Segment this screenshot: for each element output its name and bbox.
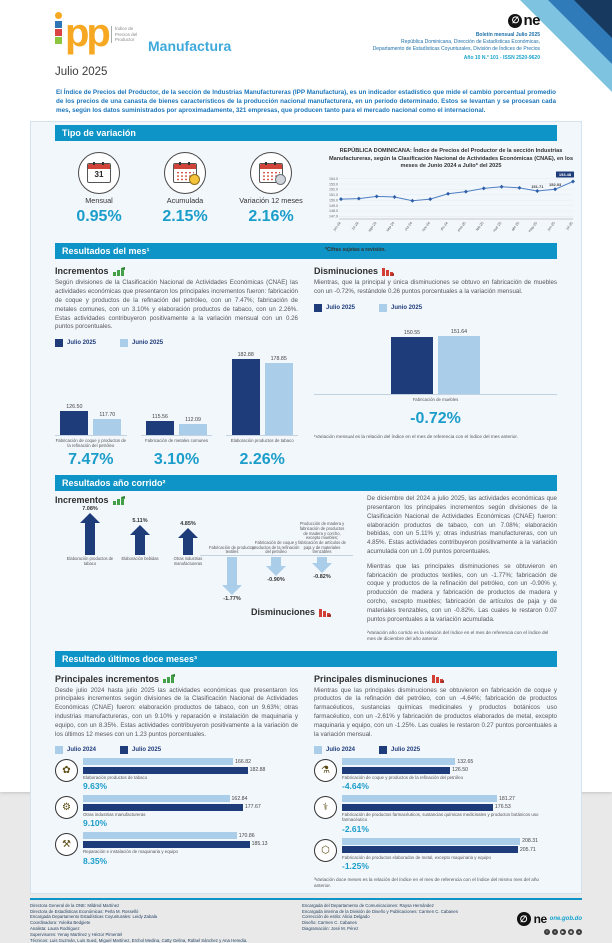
variation-percent: -4.64% — [342, 781, 369, 792]
month-decreases-bar-chart — [314, 316, 557, 428]
variation-percent: 9.10% — [83, 818, 108, 829]
bulletin-line: República Dominicana, Dirección de Estadísticas Económicas, — [401, 38, 540, 45]
credit-line: Directora General de la ONE: Mildred Martínez — [30, 902, 120, 908]
bar-segment — [342, 804, 493, 811]
hbar-entry — [55, 795, 298, 828]
one-logo-circle-icon: ∅ — [517, 912, 531, 926]
credit-line: Técnicos: Luis Guzmán, Luis Sued, Miguel Martínez, Erchol Medina, Catty Gelina, Rafael Sánchez y Ana Heredia. — [30, 937, 248, 943]
credit-line: Analista: Laura Rodríguez — [30, 925, 80, 931]
bar-value: 117.70 — [99, 411, 116, 418]
svg-text:ago-24: ago-24 — [367, 221, 378, 233]
legend-swatch-dark — [314, 304, 322, 312]
legend: Julio 2025 Junio 2025 — [55, 339, 298, 347]
flickr-icon[interactable]: ● — [577, 929, 581, 934]
instagram-icon[interactable]: ◉ — [569, 929, 573, 934]
svg-text:feb-25: feb-25 — [475, 221, 485, 232]
svg-text:150.0: 150.0 — [329, 198, 338, 203]
bar-value: 178.85 — [270, 355, 287, 362]
ytd-decreases-text: Mientras que las principales disminuciones se obtuvieron en fabricación de productos textiles, con un -1.77%; fabricación de coque y productos de la refinación del petróleo, con un -0.90% y, producción de madera y fabricación de productos de madera y corcho, excepto muebles; fabricación de artículos de paja y de materiales trenzables, con un -0.82%. Las cuales le restaron 0.07 puntos porcentuales a la variación acumulada. — [367, 562, 557, 623]
month-increases-heading: Incrementos — [55, 266, 298, 276]
svg-text:148.0: 148.0 — [329, 209, 338, 214]
calendar-search-icon — [250, 152, 292, 194]
bar-group — [314, 329, 557, 428]
variation-item-12m: Variación 12 meses 2.16% — [233, 152, 309, 235]
bar-segment — [83, 758, 233, 765]
bar-category-label: Fabricación de coque y productos de la refinación del petróleo — [55, 438, 127, 449]
svg-text:153.48: 153.48 — [558, 172, 572, 178]
header — [0, 0, 612, 86]
bar-value: 132.65 — [457, 758, 474, 765]
svg-text:nov-24: nov-24 — [421, 221, 432, 233]
variation-percent: 2.26% — [239, 451, 285, 469]
bar-segment — [83, 841, 250, 848]
svg-text:jul-24: jul-24 — [351, 221, 360, 231]
bar-value: 182.88 — [237, 351, 254, 358]
bar-group — [141, 414, 213, 469]
bar-segment — [146, 421, 174, 435]
credit-line: Coordinadora: Yuleika Bedgiete — [30, 920, 91, 926]
svg-text:ene-25: ene-25 — [456, 221, 467, 233]
down-arrow-label: Producción de madera y fabricación de productos de madera y corcho, excepto muebles; fabricación de artículos de paja y de materiales trenzables — [298, 521, 346, 555]
footnote-twelve: ³Variación doce meses es la relación del índice en el mes de referencia con el índice del mismo mes del año anterior. — [314, 876, 540, 888]
svg-text:152.03: 152.03 — [549, 182, 562, 188]
footnote-monthly: ¹Variación mensual es la relación del índice en el mes de referencia con el índice del mes anterior. — [314, 433, 518, 439]
svg-text:149.0: 149.0 — [329, 204, 338, 209]
twelve-increases-text: Desde julio 2024 hasta julio 2025 las actividades económicas que presentaron los principales incrementos según divisiones de la Clasificación Nacional de Actividades Económicas (CNAE) fueron: elaboración productos de tabaco, con un 9.63%; otras industrias manufactureras, con un 9.10% y reparación e instalación de maquinaria y equipo, con un 8.35%. Estas actividades contribuyeron positivamente a la variación de los últimos 12 meses con un 1.23 puntos porcentuales. — [55, 686, 298, 738]
bulletin-line: Boletín mensual Julio 2025 — [475, 32, 540, 38]
footer-credits — [30, 898, 582, 943]
month-results — [55, 259, 557, 469]
ipp-logo-caption: Índice de Precios del Productor — [111, 26, 145, 43]
section-title-twelve: Resultado últimos doce meses³ — [55, 651, 557, 667]
issue-date: Julio 2025 — [55, 66, 108, 78]
bar-category-label: Elaboración productos de tabaco — [230, 438, 294, 444]
svg-text:151.0: 151.0 — [329, 193, 338, 198]
machinery-icon: ⚒ — [55, 833, 78, 856]
legend-swatch-dark — [55, 339, 63, 347]
svg-text:151.71: 151.71 — [531, 183, 544, 189]
down-arrow-label: Fabricación de productos textiles — [209, 544, 255, 555]
svg-text:may-25: may-25 — [527, 221, 539, 234]
bar-category-label: Reparación e instalación de maquinaria y equipo — [83, 849, 178, 855]
ytd-results — [55, 491, 557, 644]
bulletin-line: Departamento de Estadísticas Coyunturales, División de Índices de Precios — [372, 45, 540, 52]
legend: Julio 2024 Julio 2025 — [55, 746, 298, 754]
bar-segment — [342, 758, 455, 765]
one-logo: ∅ ne — [508, 12, 540, 29]
variation-percent: 9.63% — [83, 781, 108, 792]
one-logo-circle-icon: ∅ — [508, 14, 522, 28]
bar-segment — [60, 411, 88, 435]
bar-value: 126.50 — [66, 403, 83, 410]
bar-category-label: Elaboración productos de tabaco — [83, 775, 148, 781]
svg-text:sep-24: sep-24 — [385, 221, 396, 233]
month-increases-text: Según divisiones de la Clasificación Nacional de Actividades Económicas (CNAE) las actividades económicas que presentaron los principales incrementos fueron: fabricación de coque y productos de la refinación del petróleo, con un 7.47%; fabricación de metales comunes, con un 3.10% y elaboración productos de tabaco, con un 2.26%. Estas actividades contribuyeron positivamente a la variación mensual con un 0.26 puntos porcentuales. — [55, 279, 298, 331]
hbar-entry — [314, 838, 557, 871]
section-title-variation: Tipo de variación — [55, 125, 557, 141]
hbar-entry — [314, 795, 557, 833]
monthly-variation-value: 0.95% — [76, 207, 122, 225]
product-title: Manufactura — [148, 38, 232, 54]
twelve-decreases-hbar-chart — [314, 758, 557, 870]
bar-category-label: Fabricación de muebles — [412, 396, 459, 402]
legend-swatch-dark — [379, 746, 387, 754]
svg-text:jun-24: jun-24 — [332, 221, 342, 232]
credit-line: Corrección de estilo: Alicia Delgado — [302, 914, 370, 920]
up-arrow-label: Otras industrias manufactureras — [173, 556, 203, 566]
variation-percent: -2.61% — [342, 823, 369, 834]
down-arrow: -1.77% — [208, 557, 256, 602]
section-title-ytd: Resultados año corrido² — [55, 475, 557, 491]
legend-swatch-light — [55, 746, 63, 754]
calendar-31-icon: 31 — [78, 152, 120, 194]
bar-group — [55, 404, 127, 469]
arrow-baseline — [200, 555, 353, 556]
bar-segment — [83, 832, 237, 839]
bar-segment — [179, 424, 207, 435]
bar-value: 166.82 — [235, 758, 251, 765]
oil-icon: ⚗ — [314, 759, 337, 782]
legend: Julio 2024 Julio 2025 — [314, 746, 557, 754]
bar-segment — [342, 846, 518, 853]
industry-icon: ⚙ — [55, 796, 78, 819]
bar-segment — [93, 419, 121, 435]
credits-right — [302, 903, 478, 943]
up-arrow-label: Elaboración bebidas — [121, 556, 159, 562]
ytd-increases-heading: Incrementos — [55, 495, 353, 505]
pharma-icon: ⚕ — [314, 796, 337, 819]
bar-segment — [83, 767, 248, 774]
credit-line: Encargada interina de la División de Diseño y Publicaciones: Carmen C. Cabanes — [302, 908, 458, 914]
line-chart-note: *Cifras sujetas a revisión. — [325, 247, 386, 254]
legend-swatch-dark — [120, 746, 128, 754]
twelve-increases-heading: Principales incrementos — [55, 674, 298, 684]
bar-category-label: Fabricación de productos farmacéuticos, sustancias químicas medicinales y productos botánicos uso farmacéutico — [342, 812, 539, 823]
bar-value: 115.56 — [152, 413, 168, 420]
svg-text:147.0: 147.0 — [329, 214, 338, 219]
bar-category-label: Otras industrias manufactureras — [83, 812, 146, 818]
bar-segment — [391, 337, 433, 394]
edition-issn: Año 10 N.° 101 - ISSN 2520-9620 — [463, 55, 540, 62]
credit-line: Diseño: Carmen C. Cabanes — [302, 920, 357, 926]
bar-value: 181.27 — [498, 795, 515, 802]
bar-category-label: Fabricación de coque y productos de la refinación del petróleo — [342, 775, 464, 781]
variation-percent: 7.47% — [68, 451, 114, 469]
decrease-chart-icon — [432, 674, 445, 683]
bar-value: 112.09 — [185, 417, 201, 424]
social-icons — [544, 929, 582, 935]
bar-value: 170.86 — [238, 832, 255, 839]
bar-segment — [83, 804, 243, 811]
bar-value: 150.55 — [403, 330, 421, 337]
variation-percent: -1.25% — [342, 860, 369, 871]
decrease-chart-icon — [382, 267, 395, 276]
up-arrow-label: Elaboración productos de tabaco — [66, 556, 114, 566]
website-link[interactable]: one.gob.do — [549, 916, 582, 923]
decrease-chart-icon — [319, 608, 332, 617]
up-arrow: 4.85% — [164, 521, 212, 555]
ipp-logo-pp: pp — [65, 10, 108, 55]
month-decreases-text: Mientras, que la principal y única disminuciones se obtuvo en fabricación de muebles con un -0.72%, restándole 0.26 puntos porcentuales a la variación mensual. — [314, 279, 557, 296]
twelve-month-results — [55, 667, 557, 889]
youtube-icon[interactable]: ▶ — [561, 929, 565, 934]
ytd-arrows-chart — [55, 495, 353, 627]
ytd-decreases-heading: Disminuciones — [251, 607, 332, 617]
svg-text:abr-25: abr-25 — [510, 221, 521, 232]
increase-chart-icon — [163, 674, 176, 683]
section-title-month: Resultados del mes¹ — [55, 243, 557, 259]
twelve-decreases-text: Mientras que las principales disminuciones se obtuvieron en fabricación de coque y productos de la refinación del petróleo, con un -4.64%; fabricación de productos farmacéuticos, sustancias químicas medicinales y productos botánicos uso farmacéutico, con un -2.61% y fabricación de productos elaborados de metal, excepto maquinaria y equipo, con un -1.25%. Las cuales le restaron 0.27 puntos porcentuales a la variación mensual. — [314, 686, 557, 738]
hbar-entry — [314, 758, 557, 791]
bar-segment — [342, 838, 520, 845]
masthead — [373, 10, 540, 61]
hbar-entry — [55, 758, 298, 791]
down-arrow: -0.90% — [252, 557, 300, 583]
line-chart-title: REPÚBLICA DOMINICANA: Índice de Precios del Productor de la sección Industrias Manufactureras, según la Clasificación Nacional de Actividades Económicas (CNAE), en los meses de Junio 2024 a Julio* del 2025 — [328, 148, 574, 169]
bar-value: 208.31 — [522, 838, 538, 844]
bar-value: 151.64 — [450, 329, 468, 336]
line-chart-canvas — [325, 171, 577, 241]
variation-percent: 3.10% — [153, 451, 200, 469]
bar-segment — [265, 363, 293, 436]
increase-chart-icon — [113, 267, 126, 276]
svg-text:154.0: 154.0 — [329, 177, 338, 182]
variation-item-accumulated: Acumulada 2.15% — [147, 152, 223, 235]
up-arrow: 7.08% — [66, 506, 114, 555]
svg-text:oct-24: oct-24 — [403, 221, 414, 232]
variation-percent: 8.35% — [83, 855, 108, 866]
footer-brand: ∅ ne one.gob.do f x ▶ ◉ ● — [486, 903, 582, 943]
twelve-increases-hbar-chart — [55, 758, 298, 865]
index-line-chart — [325, 148, 577, 254]
legend-swatch-light — [314, 746, 322, 754]
ytd-text-column — [367, 495, 557, 642]
bar-value: 162.84 — [231, 795, 248, 802]
svg-text:mar-25: mar-25 — [492, 221, 503, 233]
bar-value: 177.67 — [244, 804, 261, 811]
credit-line: Diagramación: José M. Pérez — [302, 925, 359, 931]
bar-value: 176.53 — [494, 804, 511, 811]
down-arrow-label: Fabricación de coque y productos de la refinación del petróleo — [252, 540, 300, 555]
legend: Julio 2025 Junio 2025 — [314, 304, 557, 312]
bar-group — [226, 352, 298, 469]
month-decreases-heading: Disminuciones — [314, 266, 557, 276]
tobacco-icon: ✿ — [55, 759, 78, 782]
bar-segment — [232, 359, 260, 435]
bar-value: 185.13 — [251, 841, 268, 848]
credit-line: Supervisores: Yenay Martínez y Héctor Pimentel — [30, 931, 123, 937]
content-panel — [30, 121, 582, 893]
ipp-logo — [55, 10, 145, 55]
month-increases-bar-chart — [55, 351, 298, 469]
bar-segment — [342, 795, 497, 802]
bar-segment — [342, 767, 450, 774]
intro-paragraph: El Índice de Precios del Productor, de la sección de Industrias Manufactureras (IPP Manufactura), es un indicador estadístico que mide el cambio porcentual promedio de los precios de una canasta de bienes característicos de la producción nacional manufacturera, en un período determinado. Estos se levantan y se procesan cada mes, según los datos suministrados por aproximadamente, 321 empresas, que producen tanto para el mercado nacional como el internacional. — [56, 89, 556, 115]
variation-percent: -0.72% — [410, 409, 461, 427]
hbar-entry — [55, 832, 298, 865]
ytd-increases-text: De diciembre del 2024 a julio 2025, las actividades económicas que presentaron los principales incrementos según divisiones de la Clasificación Nacional de Actividades Económicas (CNAE) fueron: elaboración productos de tabaco, con un 7.08%; elaboración bebidas, con un 5.11% y; otras industrias manufactureras, con un 4.85%. Estas actividades contribuyeron positivamente a la variación acumulada con un 1.09 puntos porcentuales. — [367, 495, 557, 555]
credit-line: Encargada del Departamento de Comunicaciones: Raysa Hernández — [302, 902, 434, 908]
down-arrow: -0.82% — [298, 557, 346, 580]
calendar-clock-icon — [164, 152, 206, 194]
svg-text:152.0: 152.0 — [329, 187, 338, 192]
legend-swatch-light — [120, 339, 128, 347]
accumulated-variation-value: 2.15% — [162, 207, 208, 225]
bar-value: 205.71 — [519, 846, 536, 853]
credit-line: Encargada Departamento Estadísticas Coyunturales: Leidy Zabala — [30, 914, 158, 920]
metal-icon: ⬡ — [314, 839, 337, 862]
bar-value: 126.50 — [452, 767, 469, 774]
variation-item-monthly: 31 Mensual 0.95% — [61, 152, 137, 235]
footnote-ytd: ²Variación año corrido es la relación del índice en el mes de referencia con el índice del mes de diciembre del año anterior. — [367, 630, 549, 642]
bar-segment — [438, 336, 480, 394]
x-icon[interactable]: x — [552, 929, 558, 935]
svg-text:jun-25: jun-25 — [546, 221, 556, 232]
ipp-logo-i-icon — [55, 12, 62, 44]
bar-category-label: Fabricación de metales comunes — [144, 438, 209, 444]
up-arrow: 5.11% — [116, 518, 164, 555]
bar-value: 182.88 — [249, 767, 266, 774]
credits-left — [30, 903, 290, 943]
svg-text:153.0: 153.0 — [329, 182, 338, 187]
bar-category-label: Fabricación de productos elaborados de metal, excepto maquinaria y equipo — [342, 854, 491, 860]
bar-segment — [83, 795, 230, 802]
legend-swatch-light — [379, 304, 387, 312]
credit-line: Directora de Estadísticas Económicas: Perla M. Rosselló — [30, 908, 139, 914]
facebook-icon[interactable]: f — [544, 929, 550, 935]
increase-chart-icon — [113, 496, 126, 505]
svg-text:jul-25: jul-25 — [565, 221, 574, 231]
twelve-decreases-heading: Principales disminuciones — [314, 674, 557, 684]
twelve-month-variation-value: 2.16% — [248, 207, 294, 225]
svg-text:dic-24: dic-24 — [439, 221, 449, 232]
